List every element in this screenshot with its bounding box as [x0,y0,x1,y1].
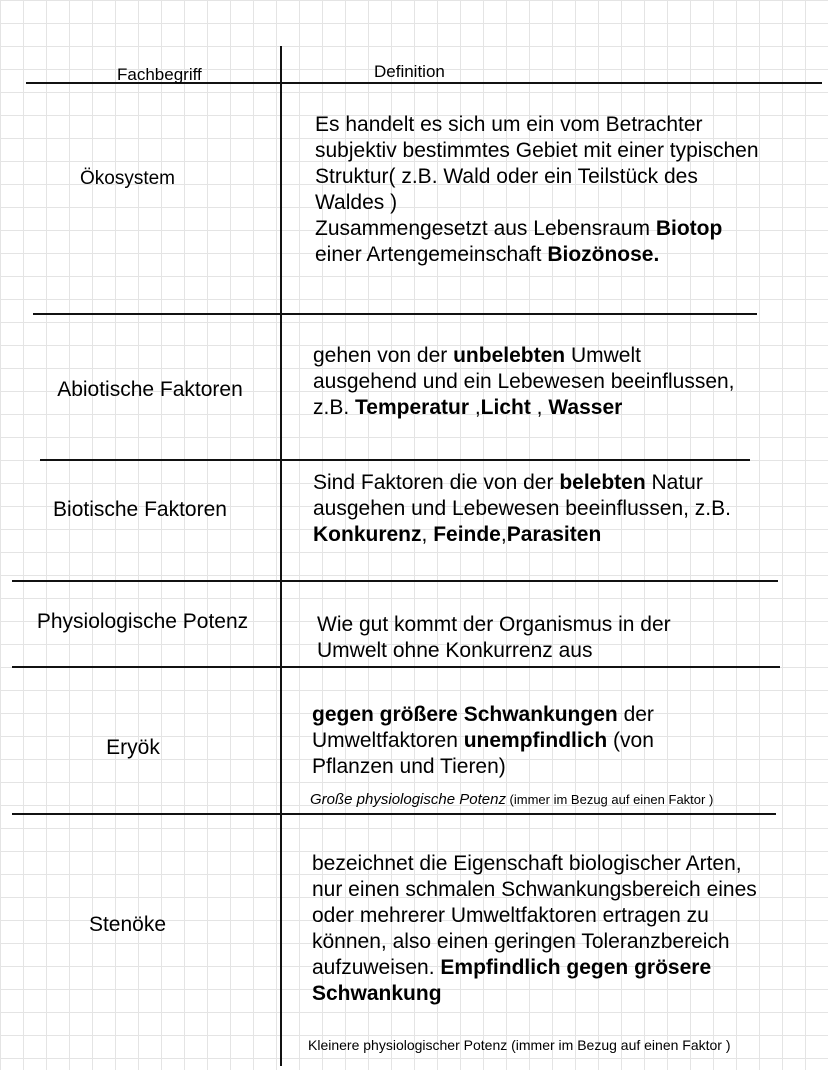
term-physiologische-potenz: Physiologische Potenz [36,610,249,633]
keyword-biotop: Biotop [655,217,723,240]
definition-line: Struktur( z.B. Wald oder ein Teilstück des [315,165,698,188]
definition-line: gehen von der unbelebten Umwelt [313,344,641,367]
definition-line: gegen größere Schwankungen der [312,703,654,726]
row-divider [12,666,780,668]
definition-line: einer Artengemeinschaft Biozönose. [315,243,660,266]
note-stenoeke: Kleinere physiologischer Potenz (immer im Bezug auf einen Faktor ) [308,1037,731,1053]
definition-line: Schwankung [312,982,442,1005]
header-definition: Definition [374,62,445,81]
row-divider [40,459,750,461]
definition-line: Waldes ) [315,191,398,214]
definition-line: Umweltfaktoren unempfindlich (von [312,729,654,752]
definition-line: Sind Faktoren die von der belebten Natur [313,471,703,494]
definition-line: Zusammengesetzt aus Lebensraum Biotop [315,217,723,240]
definition-abiotische-faktoren [313,343,735,421]
definition-line: Pflanzen und Tieren) [312,755,506,778]
keyword-biozoenose: Biozönose. [547,243,660,266]
definition-line: können, also einen geringen Toleranzbereich [312,930,730,953]
term-eryoek: Eryök [106,736,160,759]
definition-line: subjektiv bestimmtes Gebiet mit einer typischen [315,139,759,162]
definition-line: bezeichnet die Eigenschaft biologischer Arten, [312,852,742,875]
term-stenoeke: Stenöke [88,913,167,936]
definition-oekosystem [315,112,759,268]
definition-eryoek [312,702,654,780]
definition-line: Umwelt ohne Konkurrenz aus [317,639,593,662]
definition-line: Konkurenz, Feinde,Parasiten [313,523,602,546]
term-oekosystem: Ökosystem [79,168,176,189]
definition-physiologische-potenz [317,612,671,664]
term-abiotische-faktoren: Abiotische Faktoren [57,378,243,401]
row-divider [12,813,776,815]
row-divider [12,580,778,582]
definition-line: ausgehen und Lebewesen beeinflussen, z.B. [313,497,731,520]
definition-line: nur einen schmalen Schwankungsbereich eines [312,878,757,901]
definition-line: z.B. Temperatur ,Licht , Wasser [313,396,623,419]
definition-biotische-faktoren [313,470,731,548]
definition-line: Es handelt es sich um ein vom Betrachter [315,113,703,136]
note-eryoek: Große physiologische Potenz (immer im Bezug auf einen Faktor ) [310,791,714,808]
column-divider [280,46,282,1066]
row-divider [33,313,757,315]
definition-line: aufzuweisen. Empfindlich gegen grösere [312,956,712,979]
header-term: Fachbegriff [117,65,202,84]
definition-line: ausgehend und ein Lebewesen beeinflussen, [313,370,735,393]
definition-line: oder mehrerer Umweltfaktoren ertragen zu [312,904,709,927]
definition-line: Wie gut kommt der Organismus in der [317,613,671,636]
definition-stenoeke [312,851,757,1007]
term-biotische-faktoren: Biotische Faktoren [53,498,227,521]
